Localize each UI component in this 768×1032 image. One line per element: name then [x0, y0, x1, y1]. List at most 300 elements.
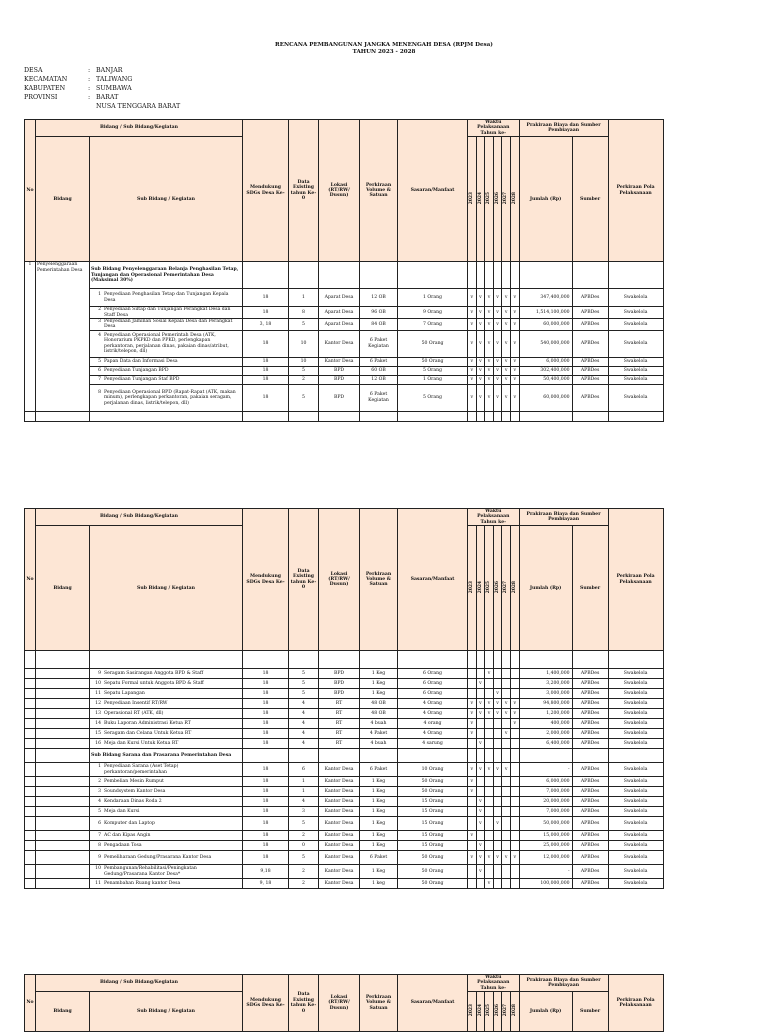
header-existing: Data Existing tahun Ke-0 [289, 509, 319, 651]
bidang-cell [36, 865, 90, 879]
year-label: 2024 [477, 191, 483, 205]
sumber-cell: APBDes [572, 330, 608, 357]
kegiatan-name: AC dan Kipas Angin [104, 833, 151, 839]
table-row [25, 807, 664, 817]
sdgs-cell: 3, 18 [243, 319, 289, 331]
header-sasaran: Sasaran/Manfaat [398, 120, 468, 262]
jumlah-cell: 50,000,000 [519, 817, 572, 831]
kegiatan-cell [90, 841, 243, 851]
empty-cell [319, 651, 360, 669]
bidang-cell [36, 719, 90, 729]
kegiatan-cell [90, 817, 243, 831]
year-mark: v [468, 831, 477, 841]
empty-cell [319, 749, 360, 763]
table-row [25, 709, 664, 719]
kegiatan-cell [90, 357, 243, 366]
sdgs-cell: 18 [243, 289, 289, 307]
year-mark [468, 841, 477, 851]
header-existing: Data Existing tahun Ke-0 [289, 975, 319, 1032]
existing-cell: 4 [289, 797, 319, 807]
sumber-cell: APBDes [572, 797, 608, 807]
empty-cell [319, 262, 360, 289]
table-row [25, 879, 664, 889]
sasaran-cell: 1 Orang [398, 289, 468, 307]
year-mark [485, 817, 494, 831]
empty-cell [289, 262, 319, 289]
empty-cell [289, 651, 319, 669]
year-mark: v [485, 375, 494, 384]
kegiatan-number: 7 [98, 377, 101, 383]
kegiatan-number: 12 [95, 701, 101, 707]
header-sumber: Sumber [572, 137, 608, 262]
year-mark [476, 689, 485, 699]
lokasi-cell: Kantor Desa [319, 879, 360, 889]
header-year [476, 526, 485, 651]
table-row [25, 851, 664, 865]
sumber-cell: APBDes [572, 777, 608, 787]
sumber-cell: APBDes [572, 679, 608, 689]
no-cell [25, 669, 36, 679]
year-mark [502, 739, 511, 749]
year-mark: v [493, 384, 502, 411]
pola-cell: Swakelola [608, 289, 663, 307]
empty-cell [398, 651, 468, 669]
header-year [476, 992, 485, 1032]
kegiatan-number: 13 [95, 711, 101, 717]
sdgs-cell: 18 [243, 366, 289, 375]
kegiatan-name: Sepatu Lapangan [104, 691, 145, 697]
bidang-cell [36, 669, 90, 679]
empty-cell [243, 749, 289, 763]
year-mark: v [476, 851, 485, 865]
volume-cell: 1 Keg [360, 669, 398, 679]
kegiatan-number: 8 [98, 843, 101, 849]
empty-cell [519, 749, 572, 763]
kegiatan-name: Penyediaan Tunjangan Staf BPD [104, 377, 180, 383]
table-row [25, 719, 664, 729]
year-mark: v [510, 384, 519, 411]
year-mark: v [476, 817, 485, 831]
header-row [25, 120, 664, 137]
no-cell [25, 817, 36, 831]
table-row [25, 689, 664, 699]
kegiatan-number: 10 [95, 866, 101, 872]
meta-row: DESA : BANJAR [24, 67, 123, 74]
sdgs-cell: 18 [243, 699, 289, 709]
year-mark: v [476, 307, 485, 319]
volume-cell: 6 Paket [360, 851, 398, 865]
header-volume: Perkiraan Volume & Satuan [360, 120, 398, 262]
year-mark [476, 831, 485, 841]
sasaran-cell: 50 Orang [398, 879, 468, 889]
lokasi-cell: Kantor Desa [319, 807, 360, 817]
year-label: 2028 [512, 191, 518, 205]
jumlah-cell: 347,400,000 [519, 289, 572, 307]
year-mark [502, 669, 511, 679]
kegiatan-cell [90, 831, 243, 841]
kegiatan-cell [90, 307, 243, 319]
empty-cell [468, 749, 477, 763]
year-mark: v [502, 357, 511, 366]
sdgs-cell: 18 [243, 763, 289, 777]
year-mark [502, 807, 511, 817]
empty-cell [519, 411, 572, 421]
kegiatan-number: 10 [95, 681, 101, 687]
sumber-cell: APBDes [572, 699, 608, 709]
year-mark: v [485, 699, 494, 709]
year-mark: v [510, 851, 519, 865]
year-mark: v [502, 763, 511, 777]
year-label: 2027 [503, 191, 509, 205]
existing-cell: 5 [289, 384, 319, 411]
no-cell [25, 763, 36, 777]
sasaran-cell: 50 Orang [398, 865, 468, 879]
year-mark: v [468, 330, 477, 357]
header-row [25, 509, 664, 526]
year-mark [502, 797, 511, 807]
existing-cell: 2 [289, 375, 319, 384]
bidang-cell [36, 879, 90, 889]
existing-cell: 4 [289, 719, 319, 729]
sasaran-cell: 15 Orang [398, 831, 468, 841]
kegiatan-number: 11 [95, 691, 101, 697]
year-mark [502, 689, 511, 699]
year-label: 2023 [469, 1004, 475, 1017]
header-year [485, 137, 494, 262]
lokasi-cell: Aparat Desa [319, 319, 360, 331]
kegiatan-name: Meja dan Kursi Untuk Ketua RT [104, 741, 179, 747]
empty-cell [243, 262, 289, 289]
document-period: TAHUN 2023 - 2028 [352, 49, 416, 55]
volume-cell: 6 Paket [360, 357, 398, 366]
table-row [25, 307, 664, 319]
lokasi-cell: Kantor Desa [319, 831, 360, 841]
empty-cell [519, 651, 572, 669]
sasaran-cell: 9 Orang [398, 307, 468, 319]
header-lokasi: Lokasi (RT/RW/ Dusun) [319, 975, 360, 1032]
sasaran-cell: 15 Orang [398, 807, 468, 817]
existing-cell: 1 [289, 777, 319, 787]
year-mark [510, 787, 519, 797]
year-mark [476, 719, 485, 729]
jumlah-cell: 1,514,100,000 [519, 307, 572, 319]
year-mark [485, 729, 494, 739]
header-lokasi: Lokasi (RT/RW/ Dusun) [319, 120, 360, 262]
volume-cell: 6 Paket [360, 763, 398, 777]
bidang-cell [36, 851, 90, 865]
jumlah-cell: 12,000,000 [519, 851, 572, 865]
year-mark [468, 689, 477, 699]
kegiatan-name: Kendaraan Dinas Roda 2 [104, 799, 162, 805]
year-mark: v [502, 851, 511, 865]
volume-cell: 1 Keg [360, 817, 398, 831]
kegiatan-name: Pemeliharaan Gedung/Prasarana Kantor Desa [104, 855, 212, 861]
jumlah-cell: 20,000,000 [519, 797, 572, 807]
sumber-cell: APBDes [572, 851, 608, 865]
year-mark [485, 777, 494, 787]
jumlah-cell: 3,000,000 [519, 689, 572, 699]
header-year [502, 526, 511, 651]
header-biaya: Prakiraan Biaya dan Sumber Pembiayaan [519, 975, 608, 992]
year-mark: v [476, 357, 485, 366]
empty-cell [510, 749, 519, 763]
kegiatan-cell [90, 669, 243, 679]
year-mark: v [485, 357, 494, 366]
year-mark: v [493, 330, 502, 357]
jumlah-cell: 15,000,000 [519, 831, 572, 841]
existing-cell: 0 [289, 841, 319, 851]
sumber-cell: APBDes [572, 357, 608, 366]
year-mark [468, 739, 477, 749]
year-mark [502, 679, 511, 689]
sumber-cell: APBDes [572, 807, 608, 817]
kegiatan-number: 2 [98, 307, 101, 313]
year-mark [485, 831, 494, 841]
year-mark [485, 865, 494, 879]
year-mark [510, 669, 519, 679]
pola-cell: Swakelola [608, 375, 663, 384]
year-mark [510, 689, 519, 699]
header-sub-bidang: Sub Bidang / Kegiatan [90, 137, 243, 262]
kegiatan-cell [90, 699, 243, 709]
header-bidang-group: Bidang / Sub Bidang/Kegiatan [36, 509, 243, 526]
pola-cell: Swakelola [608, 807, 663, 817]
kegiatan-cell [90, 729, 243, 739]
empty-cell [36, 749, 90, 763]
empty-cell [476, 411, 485, 421]
year-mark: v [476, 366, 485, 375]
year-label: 2026 [494, 191, 500, 205]
year-mark [493, 787, 502, 797]
empty-cell [476, 651, 485, 669]
lokasi-cell: BPD [319, 689, 360, 699]
empty-cell [90, 651, 243, 669]
bidang-number: 1 [25, 262, 36, 412]
kegiatan-cell [90, 319, 243, 331]
header-existing: Data Existing tahun Ke-0 [289, 120, 319, 262]
header-jumlah: Jumlah (Rp) [519, 992, 572, 1032]
year-mark [485, 739, 494, 749]
kegiatan-number: 1 [98, 764, 101, 770]
year-mark: v [485, 879, 494, 889]
volume-cell: 1 Keg [360, 787, 398, 797]
empty-cell [493, 262, 502, 289]
table-row [25, 763, 664, 777]
jumlah-cell: - [519, 865, 572, 879]
sdgs-cell: 18 [243, 817, 289, 831]
lokasi-cell: Kantor Desa [319, 777, 360, 787]
year-mark [510, 807, 519, 817]
year-label: 2024 [477, 580, 483, 594]
lokasi-cell: RT [319, 709, 360, 719]
header-year [510, 526, 519, 651]
year-mark: v [485, 307, 494, 319]
year-mark: v [510, 719, 519, 729]
sdgs-cell: 18 [243, 357, 289, 366]
pola-cell: Swakelola [608, 851, 663, 865]
year-mark: v [485, 669, 494, 679]
sasaran-cell: 10 Orang [398, 763, 468, 777]
year-mark [485, 807, 494, 817]
year-mark [493, 739, 502, 749]
sdgs-cell: 18 [243, 709, 289, 719]
pola-cell: Swakelola [608, 777, 663, 787]
sumber-cell: APBDes [572, 307, 608, 319]
year-mark [485, 719, 494, 729]
year-label: 2027 [503, 580, 509, 594]
year-mark [510, 879, 519, 889]
rpjm-table-page2 [24, 508, 664, 889]
year-mark [510, 763, 519, 777]
year-mark [493, 807, 502, 817]
table-row [25, 699, 664, 709]
existing-cell: 4 [289, 709, 319, 719]
year-mark [485, 797, 494, 807]
jumlah-cell: 302,400,000 [519, 366, 572, 375]
kegiatan-number: 16 [95, 741, 101, 747]
empty-cell [485, 651, 494, 669]
pola-cell: Swakelola [608, 739, 663, 749]
sdgs-cell: 18 [243, 375, 289, 384]
empty-cell [289, 749, 319, 763]
year-mark [493, 797, 502, 807]
year-mark: v [468, 719, 477, 729]
existing-cell: 8 [289, 307, 319, 319]
existing-cell: 5 [289, 669, 319, 679]
jumlah-cell: 6,400,000 [519, 739, 572, 749]
sasaran-cell: 50 Orang [398, 357, 468, 366]
sumber-cell: APBDes [572, 366, 608, 375]
existing-cell: 1 [289, 289, 319, 307]
existing-cell: 5 [289, 851, 319, 865]
kegiatan-cell [90, 689, 243, 699]
sasaran-cell: 4 sarung [398, 739, 468, 749]
year-mark: v [468, 357, 477, 366]
existing-cell: 4 [289, 699, 319, 709]
year-mark: v [468, 787, 477, 797]
year-mark: v [485, 289, 494, 307]
sasaran-cell: 50 Orang [398, 787, 468, 797]
pola-cell: Swakelola [608, 787, 663, 797]
table-row [25, 817, 664, 831]
sumber-cell: APBDes [572, 817, 608, 831]
year-mark [502, 719, 511, 729]
no-cell [25, 729, 36, 739]
kegiatan-name: Seragam Sasirangan Anggota BPD & Staff [104, 671, 204, 677]
year-mark: v [493, 307, 502, 319]
table-row [25, 330, 664, 357]
kegiatan-cell [90, 879, 243, 889]
volume-cell: 1 Keg [360, 679, 398, 689]
no-cell [25, 807, 36, 817]
pola-cell: Swakelola [608, 330, 663, 357]
kegiatan-name: Penyediaan Operasional BPD (Rapat-Rapat (ATK, makan minum), perlengkapan perkantoran, pakaian seragam, perjalanan dinas, listrik/telepon, dll) [104, 389, 236, 406]
pola-cell: Swakelola [608, 831, 663, 841]
year-mark [476, 669, 485, 679]
lokasi-cell: RT [319, 699, 360, 709]
lokasi-cell: Kantor Desa [319, 763, 360, 777]
year-mark [510, 841, 519, 851]
jumlah-cell: 1,400,000 [519, 669, 572, 679]
volume-cell: 6 Paket Kegiatan [360, 330, 398, 357]
existing-cell: 4 [289, 739, 319, 749]
pola-cell: Swakelola [608, 689, 663, 699]
empty-cell [243, 651, 289, 669]
year-mark: v [510, 357, 519, 366]
no-cell [25, 739, 36, 749]
lokasi-cell: BPD [319, 384, 360, 411]
year-mark [502, 777, 511, 787]
sdgs-cell: 9,18 [243, 865, 289, 879]
kegiatan-cell [90, 763, 243, 777]
kegiatan-cell [90, 289, 243, 307]
year-label: 2026 [494, 1004, 500, 1017]
year-mark: v [502, 729, 511, 739]
year-mark: v [476, 797, 485, 807]
bidang-cell [36, 777, 90, 787]
year-mark: v [468, 384, 477, 411]
lokasi-cell: BPD [319, 679, 360, 689]
bidang-name: Penyelenggaraan Pemerintahan Desa [36, 262, 90, 412]
no-cell [25, 879, 36, 889]
volume-cell: 1 Keg [360, 841, 398, 851]
year-mark: v [468, 763, 477, 777]
header-year [476, 137, 485, 262]
jumlah-cell: 60,000,000 [519, 384, 572, 411]
jumlah-cell: 1,200,000 [519, 709, 572, 719]
header-sub-bidang: Sub Bidang / Kegiatan [90, 526, 243, 651]
year-mark: v [510, 319, 519, 331]
year-mark [510, 831, 519, 841]
no-cell [25, 797, 36, 807]
kegiatan-number: 5 [98, 809, 101, 815]
sumber-cell: APBDes [572, 841, 608, 851]
year-label: 2026 [494, 580, 500, 594]
year-mark [510, 729, 519, 739]
empty-cell [485, 749, 494, 763]
empty-cell [493, 651, 502, 669]
jumlah-cell: 2,000,000 [519, 729, 572, 739]
lokasi-cell: Kantor Desa [319, 841, 360, 851]
empty-cell [36, 651, 90, 669]
meta-row: KABUPATEN : SUMBAWA [24, 84, 132, 92]
header-bidang-group: Bidang / Sub Bidang/Kegiatan [36, 975, 243, 992]
year-mark [468, 797, 477, 807]
sdgs-cell: 18 [243, 689, 289, 699]
lokasi-cell: RT [319, 729, 360, 739]
year-mark: v [468, 319, 477, 331]
sdgs-cell: 9, 18 [243, 879, 289, 889]
volume-cell: 1 Keg [360, 831, 398, 841]
header-year [485, 526, 494, 651]
kegiatan-number: 4 [98, 333, 101, 339]
header-lokasi: Lokasi (RT/RW/ Dusun) [319, 509, 360, 651]
volume-cell: 1 keg [360, 879, 398, 889]
kegiatan-name: Operasional RT (ATK, dll) [104, 711, 164, 717]
year-label: 2028 [512, 1004, 518, 1017]
kegiatan-cell [90, 865, 243, 879]
header-year [502, 992, 511, 1032]
kegiatan-cell [90, 719, 243, 729]
year-mark [485, 841, 494, 851]
year-mark [510, 777, 519, 787]
year-mark [493, 679, 502, 689]
empty-cell [493, 749, 502, 763]
lokasi-cell: Kantor Desa [319, 787, 360, 797]
empty-cell [510, 651, 519, 669]
year-mark [510, 739, 519, 749]
header-bidang: Bidang [36, 137, 90, 262]
